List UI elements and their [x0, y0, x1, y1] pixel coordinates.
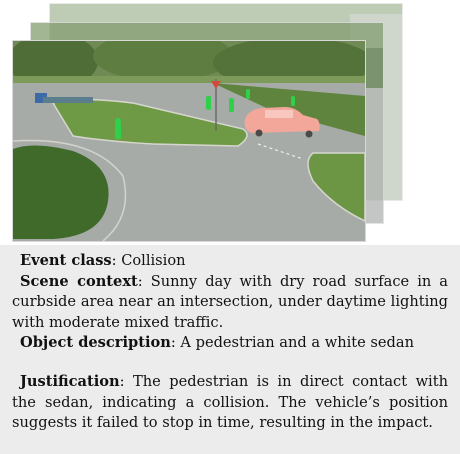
object-description-line: Object description: A pedestrian and a white sedan	[20, 334, 414, 352]
event-class-value: Collision	[121, 252, 186, 269]
object-description-label: Object description	[20, 334, 171, 352]
event-class-line: Event class: Collision	[20, 252, 186, 269]
justification-value: The pedestrian is in direct contact with the sedan, indicating a collision. The vehicle’s position suggests it failed to stop in time, resulting in the impact.	[12, 372, 448, 432]
traffic-scene-image	[12, 40, 366, 242]
event-caption	[0, 245, 460, 454]
event-class-label: Event class	[20, 252, 112, 269]
scene-context-label: Scene context	[20, 272, 138, 290]
caption-spacer	[12, 354, 448, 372]
scene-context-value: Sunny day with dry road surface in a curbside area near an intersection, under daytime lighting with moderate mixed traffic.	[12, 272, 448, 331]
object-description-value: A pedestrian and a white sedan	[180, 334, 414, 352]
scene-context-line: Scene context: Sunny day with dry road surface in a curbside area near an intersection, under daytime lighting with moderate mixed traffic.	[12, 272, 448, 331]
justification-label: Justification	[20, 372, 120, 390]
justification-line: Justification: The pedestrian is in direct contact with the sedan, indicating a collision. The vehicle’s position suggests it failed to stop in time, resulting in the impact.	[12, 372, 448, 432]
